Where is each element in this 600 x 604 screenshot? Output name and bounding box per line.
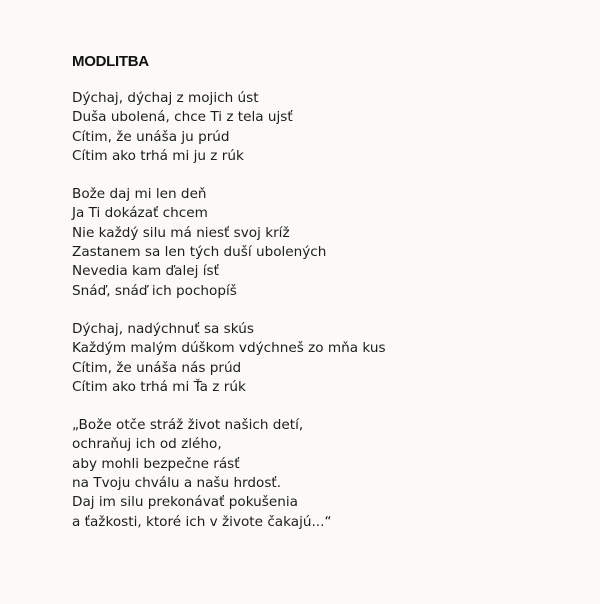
poem-line: Cítim, že unáša nás prúd: [72, 359, 242, 376]
poem-line: Každým malým dúškom vdýchneš zo mňa kus: [72, 340, 386, 357]
poem-line: Zastanem sa len tých duší ubolených: [72, 244, 327, 261]
stanza-4: [72, 416, 572, 532]
poem-line: ochraňuj ich od zlého,: [72, 436, 222, 453]
poem-line: Snáď, snáď ich pochopíš: [72, 282, 237, 299]
poem-line: Ja Ti dokázať chcem: [72, 205, 208, 222]
poem-title: MODLITBA: [72, 53, 149, 70]
stanza-3: [72, 320, 572, 397]
poem-line: Bože daj mi len deň: [72, 186, 207, 203]
poem-line: „Bože otče stráž život našich detí,: [72, 417, 304, 434]
poem-line: Cítim ako trhá mi Ťa z rúk: [72, 378, 246, 395]
poem-line: na Tvoju chválu a našu hrdosť.: [72, 475, 282, 492]
poem-line: Dýchaj, dýchaj z mojich úst: [72, 90, 259, 106]
stanza-1: [72, 89, 572, 166]
poem-line: Duša ubolená, chce Ti z tela ujsť: [72, 109, 293, 126]
poem-line: Cítim, že unáša ju prúd: [72, 128, 230, 145]
poem-line: aby mohli bezpečne rásť: [72, 455, 240, 472]
poem-line: a ťažkosti, ktoré ich v živote čakajú...“: [72, 513, 332, 530]
poem-line: Dýchaj, nadýchnuť sa skús: [72, 320, 254, 337]
poem-line: Cítim ako trhá mi ju z rúk: [72, 147, 244, 164]
poem-line: Nie každý silu má niesť svoj kríž: [72, 224, 290, 241]
poem-line: Daj im silu prekonávať pokušenia: [72, 494, 298, 511]
stanza-2: [72, 185, 572, 301]
poem-page: [72, 52, 572, 551]
poem-line: Nevedia kam ďalej ísť: [72, 263, 219, 280]
